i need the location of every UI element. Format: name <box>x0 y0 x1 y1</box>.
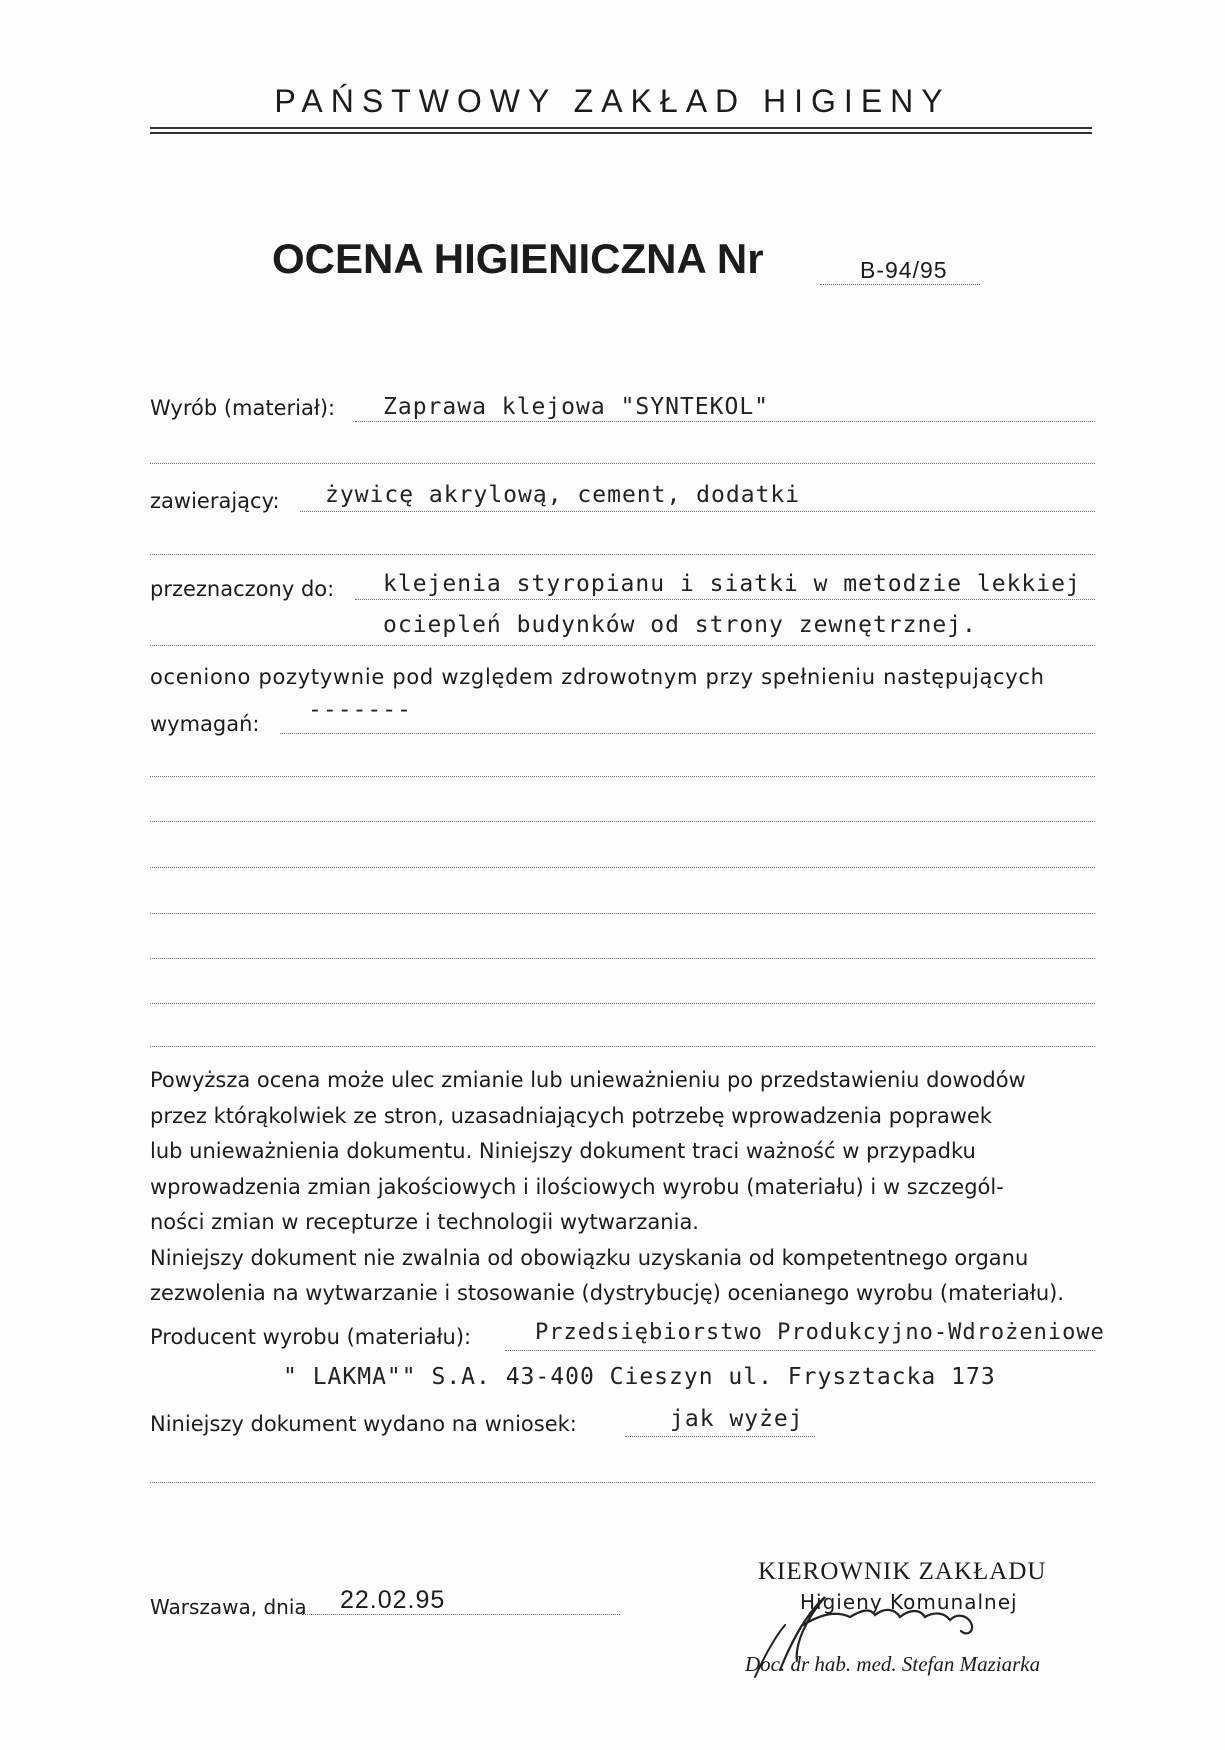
document-title: OCENA HIGIENICZNA Nr <box>272 235 764 282</box>
producer-value-line1: Przedsiębiorstwo Produkcyjno-Wdrożeniowe <box>535 1320 1105 1345</box>
requirements-dotted-line <box>280 733 1095 734</box>
disclaimer-paragraph <box>150 1063 1064 1312</box>
blank-dotted-line <box>150 1046 1095 1047</box>
stamp-department: Higieny Komunalnej <box>800 1590 1018 1614</box>
request-dotted-line <box>625 1436 815 1437</box>
requirements-value: ------- <box>308 697 412 723</box>
producer-label: Producent wyrobu (materiału): <box>150 1325 472 1349</box>
disclaimer-line: Niniejszy dokument nie zwalnia od obowiązku uzyskania od kompetentnego organu <box>150 1245 1029 1270</box>
disclaimer-line: lub unieważnienia dokumentu. Niniejszy dokument traci ważność w przypadku <box>150 1139 976 1163</box>
place-label: Warszawa, dnia <box>150 1595 307 1619</box>
institution-header: PAŃSTWOWY ZAKŁAD HIGIENY <box>274 83 951 119</box>
blank-dotted-line <box>150 463 1095 464</box>
assessment-line: oceniono pozytywnie pod względem zdrowotnym przy spełnieniu następujących <box>150 665 1045 689</box>
disclaimer-line: Powyższa ocena może ulec zmianie lub unieważnieniu po przedstawieniu dowodów <box>150 1068 1026 1092</box>
blank-dotted-line <box>150 1003 1095 1004</box>
disclaimer-line: ności zmian w recepturze i technologii wytwarzania. <box>150 1210 699 1234</box>
product-value: Zaprawa klejowa "SYNTEKOL" <box>383 394 770 420</box>
request-label: Niniejszy dokument wydano na wniosek: <box>150 1412 577 1436</box>
purpose-dotted-line <box>355 599 1095 600</box>
contains-value: żywicę akrylową, cement, dodatki <box>325 482 801 508</box>
blank-dotted-line <box>150 821 1095 822</box>
blank-dotted-line <box>150 645 1095 646</box>
number-dotted-line <box>820 284 980 285</box>
purpose-value-line1: klejenia styropianu i siatki w metodzie lekkiej <box>383 571 1081 597</box>
disclaimer-line: wprowadzenia zmian jakościowych i ilościowych wyrobu (materiału) i w szczegól- <box>150 1174 1004 1199</box>
blank-dotted-line <box>150 867 1095 868</box>
disclaimer-line: przez którąkolwiek ze stron, uzasadniających potrzebę wprowadzenia poprawek <box>150 1103 992 1128</box>
date-dotted-line <box>302 1614 620 1615</box>
disclaimer-line: zezwolenia na wytwarzanie i stosowanie (dystrybucję) ocenianego wyrobu (materiału). <box>150 1281 1065 1305</box>
issue-date: 22.02.95 <box>340 1586 446 1614</box>
product-dotted-line <box>355 421 1095 422</box>
blank-dotted-line <box>150 1482 1095 1483</box>
blank-dotted-line <box>150 958 1095 959</box>
document-number: B-94/95 <box>860 257 948 283</box>
producer-value-line2: " LAKMA"" S.A. 43-400 Cieszyn ul. Frysztacka 173 <box>283 1364 996 1390</box>
signatory-name: Doc. dr hab. med. Stefan Maziarka <box>745 1652 1041 1676</box>
header-rule-bottom <box>150 132 1092 134</box>
requirements-label: wymagań: <box>150 712 260 736</box>
contains-label: zawierający: <box>150 489 280 513</box>
blank-dotted-line <box>150 776 1095 777</box>
stamp-title: KIEROWNIK ZAKŁADU <box>758 1558 1047 1585</box>
header-rule-top <box>150 127 1092 129</box>
contains-dotted-line <box>300 511 1095 512</box>
product-label: Wyrób (materiał): <box>150 396 336 420</box>
request-value: jak wyżej <box>670 1406 804 1432</box>
purpose-label: przeznaczony do: <box>150 577 335 601</box>
blank-dotted-line <box>150 554 1095 555</box>
purpose-value-line2: ociepleń budynków od strony zewnętrznej. <box>383 612 977 638</box>
producer-dotted-line <box>505 1350 1095 1351</box>
blank-dotted-line <box>150 913 1095 914</box>
